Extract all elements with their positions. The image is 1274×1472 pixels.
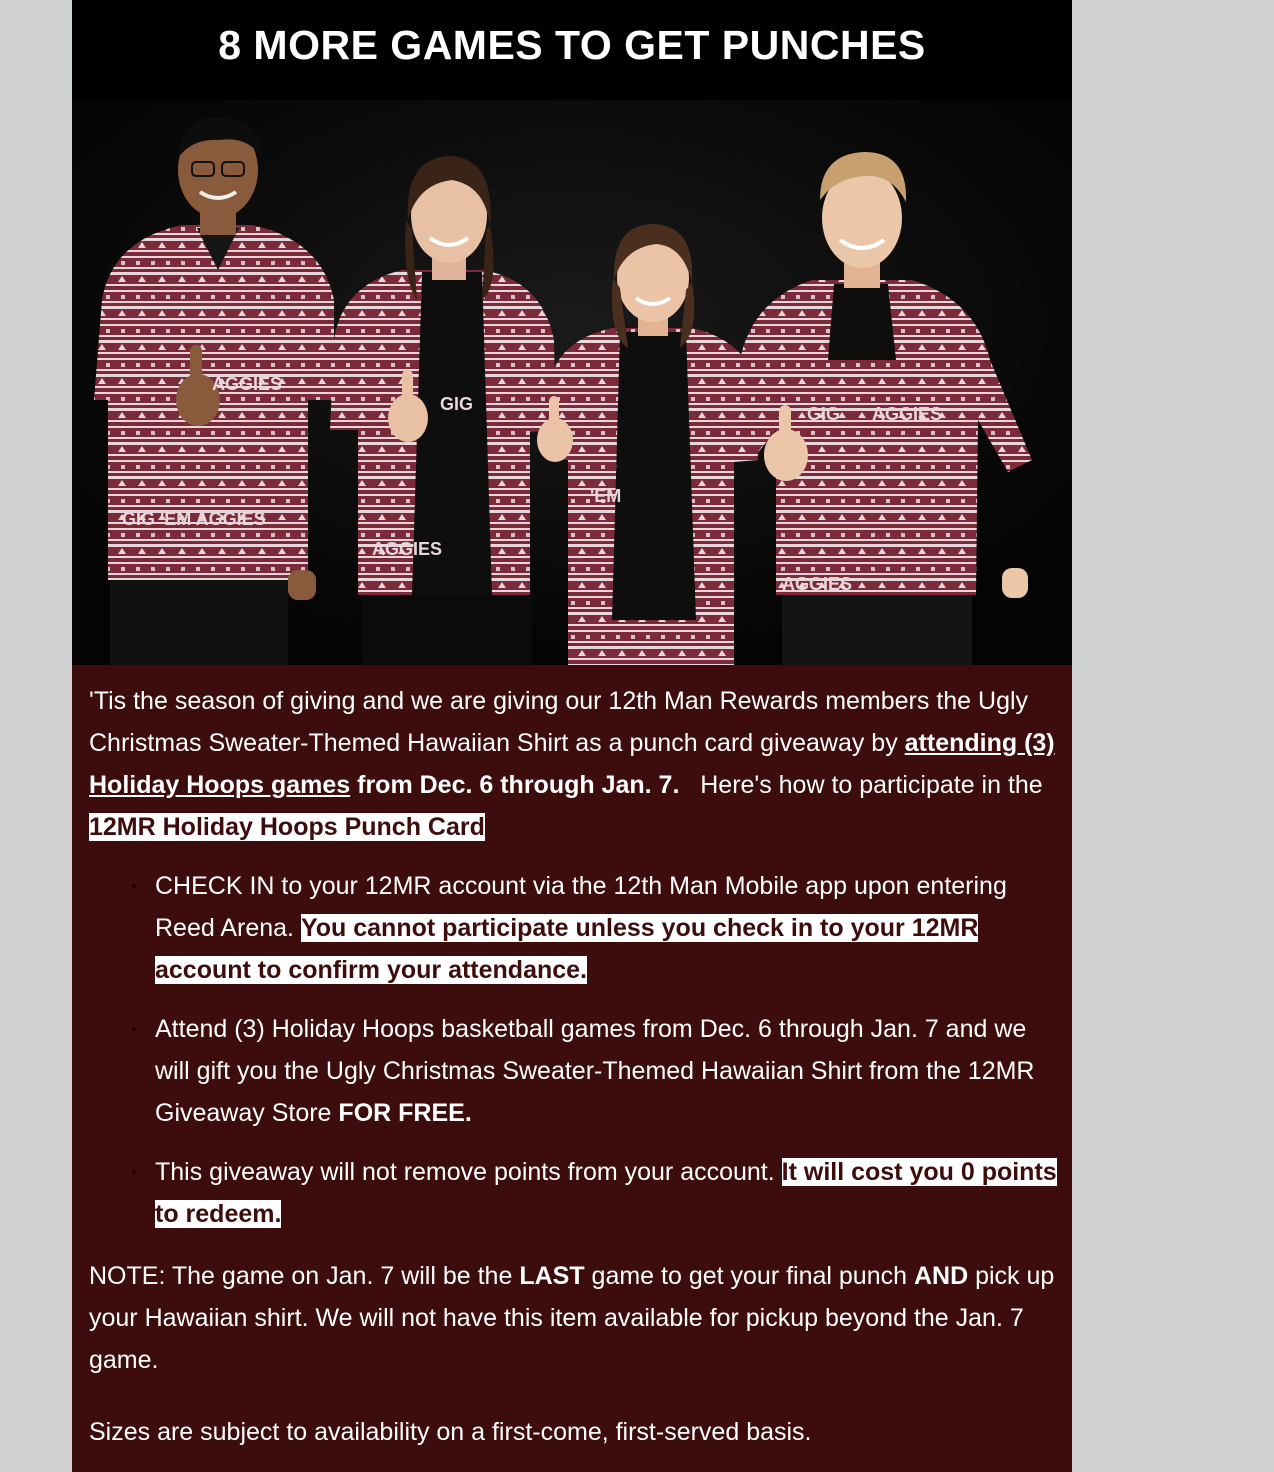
shirt-print-text-4: AGGIES — [372, 539, 443, 559]
note-paragraph — [89, 1255, 1059, 1381]
step-2-bold: FOR FREE. — [338, 1099, 472, 1127]
shirt-print-text-2: GIG 'EM AGGIES — [122, 509, 266, 529]
hero-photo — [72, 100, 1072, 665]
list-item — [155, 865, 1059, 991]
hero-illustration — [72, 100, 1072, 665]
shirt-print-text-1: AGGIES — [212, 374, 283, 394]
list-item — [155, 1151, 1059, 1235]
email-body — [72, 0, 1072, 1472]
step-2-text: Attend (3) Holiday Hoops basketball games from Dec. 6 through Jan. 7 and we will gift you the Ugly Christmas Sweater-Themed Hawaiian Shirt from the 12MR Giveaway Store — [155, 1015, 1035, 1127]
punch-card-highlight: 12MR Holiday Hoops Punch Card — [89, 813, 485, 841]
step-3-highlight: It will cost you 0 points to redeem. — [155, 1158, 1057, 1228]
note-text-2: game to get your final punch — [584, 1262, 914, 1290]
step-3-text: This giveaway will not remove points from your account. — [155, 1158, 782, 1186]
shirt-print-text-7: AGGIES — [872, 404, 943, 424]
header-band — [72, 0, 1072, 100]
sizes-paragraph: Sizes are subject to availability on a first-come, first-served basis. — [89, 1418, 812, 1446]
intro-paragraph — [89, 680, 1059, 848]
date-range: from Dec. 6 through Jan. 7. — [350, 771, 680, 799]
bullet-icon — [132, 1170, 136, 1174]
list-item — [155, 1008, 1059, 1134]
intro-text-1: 'Tis the season of giving and we are giving our 12th Man Rewards members the Ugly Christmas Sweater-Themed Hawaiian Shirt as a punch card giveaway by — [89, 687, 1029, 757]
shirt-print-text-8: AGGIES — [782, 574, 853, 594]
shirt-print-text-3: GIG — [440, 394, 474, 414]
note-last: LAST — [519, 1262, 585, 1290]
note-and: AND — [913, 1262, 969, 1290]
page-title: 8 MORE GAMES TO GET PUNCHES — [218, 22, 926, 68]
shirt-print-text-5: 'EM — [590, 486, 622, 506]
intro-text-2: Here's how to participate in the — [679, 771, 1050, 799]
step-1-highlight: You cannot participate unless you check in to your 12MR account to confirm your attendance. — [155, 914, 979, 984]
body-copy — [89, 680, 1059, 1453]
steps-list — [89, 865, 1059, 1235]
bullet-icon — [132, 884, 136, 888]
note-text-3: pick up your Hawaiian shirt. We will not have this item available for pickup beyond the Jan. 7 game. — [89, 1262, 1055, 1374]
note-text-1: NOTE: The game on Jan. 7 will be the — [89, 1262, 520, 1290]
bullet-icon — [132, 1027, 136, 1031]
step-1-text: CHECK IN to your 12MR account via the 12th Man Mobile app upon entering Reed Arena. — [155, 872, 1007, 942]
attend-games-link[interactable]: attending (3) Holiday Hoops games — [89, 729, 1055, 799]
shirt-print-text-6: GIG — [807, 404, 841, 424]
